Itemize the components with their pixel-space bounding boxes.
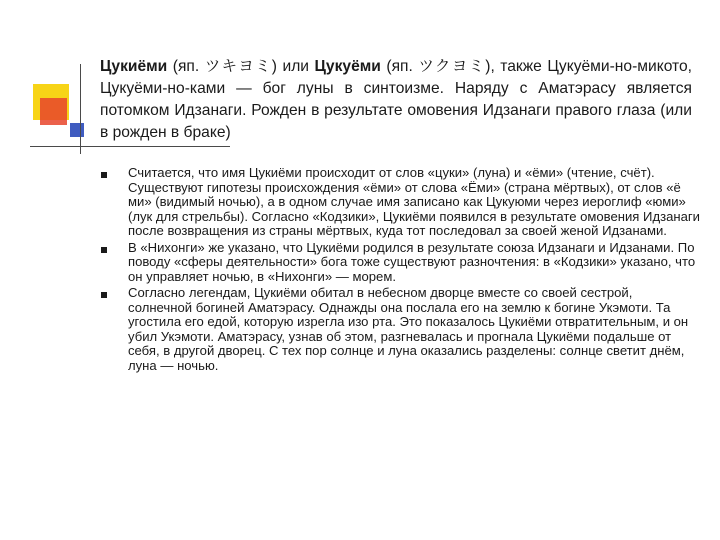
intro-paragraph <box>100 56 692 144</box>
decor-vertical-rule <box>80 64 81 154</box>
intro-term-2: Цукуёми <box>314 58 381 75</box>
bullet-list <box>100 166 700 375</box>
bullet-marker-icon <box>101 172 107 178</box>
bullet-item <box>100 286 700 373</box>
intro-term-1: Цукиёми <box>100 58 168 75</box>
bullet-item <box>100 241 700 285</box>
bullet-item <box>100 166 700 239</box>
bullet-text: В «Нихонги» же указано, что Цукиёми родился в результате союза Идзанаги и Идзанами. По поводу «сферы деятельности» бога тоже существуют разночтения: в «Кодзики» указано, что он управляет ночью, в «Нихонги» — морем. <box>128 239 696 284</box>
bullet-text: Согласно легендам, Цукиёми обитал в небесном дворце вместе со своей сестрой, солнечной богиней Аматэрасу. Однажды она послала его на землю к богине Укэмоти. Та угостила его едой, которую изрегла изо рта. Это показалось Цукиёми отвратительным, и он убил Укэмоти. Аматэрасу, узнав об этом, разгневалась и прогнала Цукиёми подальше от себя, в другой дворец. С тех пор солнце и луна оказались разделены: солнце светит днём, луна — ночью. <box>128 285 689 373</box>
bullet-marker-icon <box>101 292 107 298</box>
decor-red-square <box>40 98 67 125</box>
decor-horizontal-rule <box>30 146 230 147</box>
intro-text-1: (яп. ツキヨミ) или <box>167 58 315 75</box>
decor-blue-square <box>70 123 84 137</box>
bullet-text: Считается, что имя Цукиёми происходит от слов «цуки» (луна) и «ёми» (чтение, счёт). Существуют гипотезы происхождения «ёми» от слова «Ёми» (страна мёртвых), от слов «ё ми» (видимый ночью), а в одном случае имя записано как Цукуюми через иероглиф «юми» (лук для стрельбы). Согласно «Кодзики», Цукиёми появился в результате омовения Идзанаги после возвращения из страны мёртвых, куда тот последовал за своей женой Идзанами. <box>128 165 700 238</box>
intro-text-2: (яп. ツクヨミ), также Цукуёми-но-микото, Цукуёми-но-ками — бог луны в синтоизме. Наряду с Аматэрасу является потомком Идзанаги. Рожден в результате омовения Идзанаги правого глаза (или в рожден в браке) <box>100 58 692 141</box>
bullet-marker-icon <box>101 247 107 253</box>
